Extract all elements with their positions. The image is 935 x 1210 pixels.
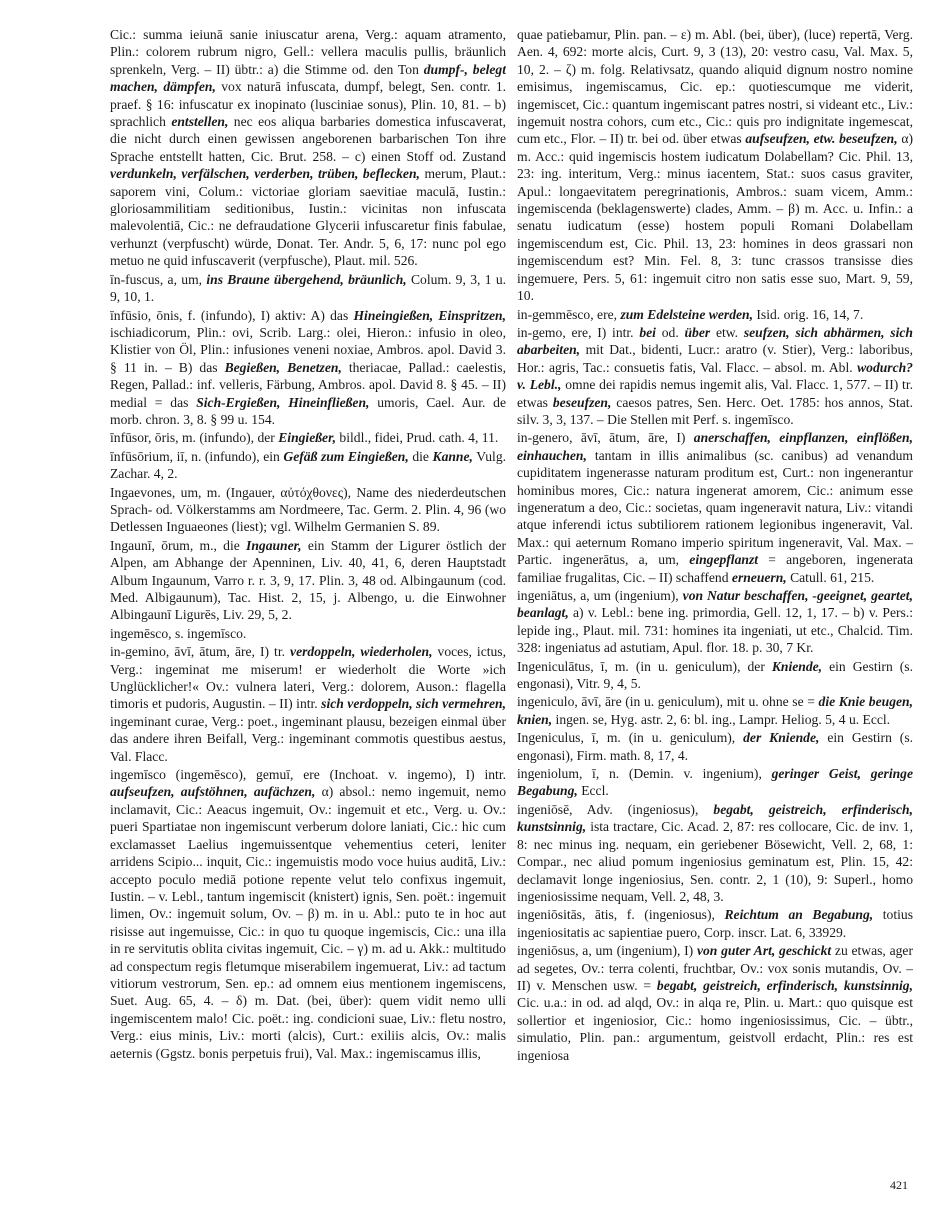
entry-text: v. (388, 767, 398, 783)
entry-text: geniculum), (668, 658, 748, 674)
entry-headword: ingeniolum (517, 766, 579, 782)
entry-text: Reichtum an Begabung, (724, 907, 874, 923)
entry-text: Sich-Ergießen, Hineinfließen, (196, 394, 370, 410)
entry-text: Gefäß zum Eingießen, (283, 448, 409, 464)
entry-text: Mart.: quo quisque est sollertior et ingeniosior, Cic.: homo ingeniosissimus, Cic. – (517, 995, 913, 1028)
entry-text: (luce) repertā, Verg. Aen. 4, 692: morte alcis, Curt. 9, 3 (13), 20: vestro casu, Val. Max. 5, 10, 2. – ζ) (517, 27, 913, 77)
entry-text: er wiederholt die Worte »ich Unglücklicher!« (110, 661, 506, 695)
entry-text: angeboren, (786, 552, 847, 568)
entry-text: , ōnis, f. (infundo), I) (147, 307, 276, 323)
entry-text: Ov.: pueri Spartiatae non ingemiscunt verberum dolore laniati, Cic.: hic cum exclamasset Laelius ingemuissentque vehementius ceteri, leniter arridens Scipio... inquit, Cic.: ingemuistis modo voce huius auditā, Liv.: accepto poculo mediā potione repente velut telo confixus ingemuit, Iustin. – (110, 801, 506, 904)
dictionary-entry (517, 429, 913, 586)
entry-text: , ī, m. (in (590, 658, 658, 674)
entry-text: 154. (247, 411, 276, 427)
entry-text: theriacae, Pallad.: caelestis, (341, 359, 506, 375)
entry-text: m. (804, 201, 819, 217)
entry-text: Albingaunum (399, 572, 475, 588)
entry-text: ins Braune übergehend, bräunlich, (206, 271, 407, 287)
entry-text: verdoppeln, wiederholen, (290, 644, 433, 660)
dictionary-entry (110, 643, 506, 765)
entry-text: ein (263, 448, 280, 464)
entry-headword: in-gemo (517, 324, 563, 340)
entry-text: merum, Plaut.: saporem vini, Colum.: victoriae gloriam saevitiae maculā, Iustin.: gloriosammilitiam seditionibus, Iustin.: vicinitas non infuscata malevolentiā, Cic.: ne defraudatione Glycerii infuscaretur finis fabulae, (110, 166, 506, 234)
entry-headword: ingeniōsitās (517, 907, 582, 923)
entry-text: u. (467, 801, 478, 817)
entry-text: schaffend (675, 569, 729, 585)
entry-text: der (257, 430, 275, 446)
entry-text: ingeminant curae, Verg.: (110, 713, 248, 729)
entry-text: Verg. – II) (166, 61, 235, 77)
left-column (110, 26, 506, 1186)
entry-text: (cod. Med. Albigaunum), Tac. Hist. 2, 15, (110, 572, 506, 605)
entry-text: u. (358, 906, 369, 922)
entry-text: Albengo, (340, 590, 405, 605)
entry-text: Die Stellen mit Perf. s. (607, 411, 731, 427)
entry-headword: Ingeniculus (517, 730, 581, 746)
entry-text: aktiv: (275, 307, 307, 323)
entry-text: ingenium), (692, 766, 772, 782)
entry-text: α) (897, 131, 913, 147)
entry-text: Cic. Brut. 258. – c) (245, 148, 372, 164)
entry-text: m. folg. Relativsatz, (581, 61, 695, 77)
entry-text: die Knie beugen, knien, (517, 694, 913, 727)
dictionary-entry (110, 625, 506, 642)
entry-text: (wo Detlessen Inguaeones (liest); vgl. Wilhelm Germanien S. 89. (110, 501, 506, 535)
entry-text: Abl. (825, 359, 858, 375)
entry-text: , āvī, ātum, āre, I) tr. (165, 644, 291, 660)
entry-text: Ambros. apol. David 8. § 45. – II) (315, 377, 506, 393)
entry-text: absol.: (339, 784, 376, 800)
entry-text: v. (868, 605, 879, 621)
dictionary-entry (517, 906, 913, 941)
entry-text: simulatio, Plin. pan.: argumentum, (517, 1030, 729, 1046)
entry-text: ingeminant commotis questibus aestus, Val. Flacc. (110, 731, 506, 764)
entry-text: Kniende, (771, 658, 823, 674)
entry-text: v. Lebl., (158, 888, 204, 904)
entry-text: ista tractare, Cic. Acad. 2, 87: res collocare, Cic. de inv. 1, 8: nec minus ing. nequam, (517, 819, 913, 852)
entry-text: = (758, 552, 787, 568)
entry-text (218, 360, 225, 375)
entry-headword: ingemēsco (110, 625, 169, 641)
entry-text: in (567, 995, 587, 1011)
entry-text: eingepflanzt (689, 552, 759, 568)
entry-text: Dat. (268, 993, 308, 1009)
entry-text: (knistert) (308, 888, 359, 904)
entry-text: Liv. 40, 41, 6, (315, 555, 411, 571)
entry-text: sich verdoppeln, sich vermehren, (321, 696, 506, 712)
entry-text: von Natur beschaffen, -geeignet, geartet, beanlagt, (517, 588, 913, 621)
entry-text: anerschaffen, einpflanzen, einflößen, einhauchen, (517, 430, 913, 463)
entry-text: Begießen, Benetzen, (224, 359, 342, 375)
entry-text: ing., Lampr. Heliog. 5, 4 (708, 711, 849, 727)
entry-text: Cic. (517, 995, 544, 1011)
entry-text: quem vidit nemo ulli ingemiscentem malo! Cic. poët.: ing. condicioni suae, Liv.: fletu nostro, Verg.: eius minis, Liv.: morti (alcis), Curt.: exiliis alcis, Ov.: malis aeternis (110, 993, 506, 1061)
entry-text: , ere, (590, 306, 621, 322)
entry-text: m. (517, 148, 531, 164)
entry-text: in (338, 906, 359, 922)
entry-text: bei (639, 324, 656, 340)
entry-text: α) (315, 784, 340, 800)
entry-headword: ingemīsco (110, 767, 166, 783)
dictionary-entry (517, 587, 913, 657)
entry-text: clades, Amm. – β) (690, 201, 805, 217)
entry-text: bräunlich sprenkeln, (110, 44, 506, 77)
entry-text: j. (333, 590, 341, 605)
entry-text: m. (695, 27, 709, 42)
entry-text: od. (379, 572, 397, 588)
right-column (517, 26, 913, 1186)
entry-text: ingenerata familiae frugalitas, Cic. – II) (517, 552, 913, 585)
entry-text: von guter Art, geschickt (696, 943, 832, 959)
entry-headword: īnfūsor (110, 430, 148, 446)
entry-text: ingen. se, Hyg. astr. 2, 6: (552, 711, 695, 727)
entry-text: ingemīsco. (730, 411, 794, 427)
entry-text: Pallad.: inf. velleris, (148, 377, 267, 393)
entry-text: Verg.: laboribus, Hor.: agris, Tac.: consuetis fatis, Val. Flacc. – (517, 342, 913, 375)
entry-text: u. (853, 201, 864, 217)
entry-text: wodurch? v. Lebl., (517, 359, 913, 393)
entry-text: Ov.: vox sonis mutandis, Ov. – II) (517, 960, 913, 993)
entry-text: begabt, geistreich, erfinderisch, kunstsinnig, (517, 801, 913, 835)
entry-headword: Ingeniculātus (517, 658, 591, 674)
entry-text: geniculum), (661, 730, 744, 746)
entry-text: Ov.: vulnera lateri, Verg.: dolorem, Auson.: flagella timoris et pudoris, Augustin. – II) intr. (110, 679, 506, 712)
entry-text: Infin.: a senatu iudicatum (esse) hostem populi Romani Dolabellam ingemiscendum est, Cic. Phil. 13, 23: homines in deos grassari non ingemiscendum est? Min. Fel. 8, 3: tunc crassos transisse dies ingemuere, Pers. 5, 61: ingemuit citro non satis esse suo, Mart. 9, 59, 10. (517, 201, 913, 304)
entry-text: mit (585, 342, 604, 358)
entry-text: , ōris, m. (infundo), (147, 430, 258, 446)
entry-text: tantam in illis animalibus (sc. canibus) ad venandum cupiditatem ingenerasse naturam proditum est, Curt.: non ingenerantur hominibus mores, Cic.: natura ingenerat amorem, Cic.: animum esse ingeneratum a deo, Cic.: societas, quam ingeneravit natura, Liv.: vitandi atque inferendi ictus subtiliorem rationem legionibus ingeneravit, Val. Max.: qui aeternum Romano imperio spiritum ingeneravit, Val. Max. – Partic. ingenerātus, a, um, (517, 447, 913, 568)
entry-text: das (330, 307, 349, 323)
entry-text: , āvī, ātum, āre, I) (569, 430, 694, 446)
entry-text: Pers.: (882, 605, 913, 621)
entry-text: engonasi), Firm. math. 8, 17, 4. (517, 747, 689, 763)
entry-text: u. die Einwohner (404, 590, 506, 605)
entry-text: ein geriebener Bösewicht, (678, 836, 826, 852)
entry-text: aufseufzen, aufstöhnen, aufächzen, (110, 784, 316, 800)
entry-text: ein Gestirn (s. (827, 730, 913, 746)
entry-text: Albingaunī Ligurēs (110, 607, 217, 623)
dictionary-entry (110, 26, 506, 270)
entry-text: u. (643, 694, 655, 710)
entry-text: v. Menschen usw. (536, 977, 638, 993)
entry-text: ignis, Sen. poët.: ingemuit limen, Ov.: ingemuit solum, Ov. – β) (110, 888, 506, 922)
dictionary-entry (110, 537, 506, 624)
entry-text: (v. Stier), (762, 342, 816, 358)
entry-text: , ātis, f. (ingeniosus), (581, 907, 725, 923)
entry-text: der (747, 658, 765, 674)
entry-text: Abl.: (372, 906, 401, 922)
entry-text: , Adv. (ingeniosus), (569, 801, 714, 817)
entry-text: quando aliquid dignum nostro nomine emisimus, ingemiscamus, Cic. ep.: quotiescumque me viderit, ingemiscet, Cic.: quantum ingemiscant patres nostri, si videant etc., Liv.: ingemuit nostra cohors, cum etc., Cic.: quis pro indignitate ingemescat, cum etc., Flor. – II) tr. (517, 61, 913, 147)
entry-text: (Ggstz. (155, 1045, 196, 1061)
dictionary-entry (517, 324, 913, 428)
entry-text: deren Hauptstadt (410, 555, 506, 571)
entry-text: (Ingauer, αὐτόχθονες), Name des niederdeutschen Sprach- od. Völkerstamms am Nordmeere, (110, 484, 506, 517)
entry-headword: Ingaunī (110, 537, 152, 553)
entry-text: bonis perpetuis frui), Val. Max.: ingemiscamus illis, (195, 1045, 481, 1061)
entry-text: einen Stoff od. Zustand (371, 148, 506, 164)
entry-text: Album Ingaunum (110, 572, 207, 588)
entry-text: dumpf, belegt, (344, 79, 426, 95)
entry-text: erneuern, (731, 569, 787, 585)
entry-text: Färbung, (266, 377, 315, 393)
entry-text: geniculum), (654, 694, 727, 710)
entry-text: puto te in hoc aut risisse aut ingemuisse, Cic.: in quo tu quoque ingemiscis, Cic.: una illa in re servitutis oblita civitas ingemuit, Cic. – γ) (110, 906, 506, 957)
entry-text: , a, um, (159, 271, 207, 287)
entry-text: caesos patres, Sen. Herc. Oet. 1785: hos annos, Stat. silv. 3, 3, 137. – (517, 394, 913, 427)
entry-text: quae patiebamur, Plin. pan. – ε) (517, 27, 695, 42)
entry-text: absol. m. (774, 359, 826, 375)
entry-text: geringer Geist, geringe Begabung, (517, 766, 913, 799)
entry-text: Regen, (110, 377, 149, 393)
entry-text: a) (262, 61, 284, 77)
entry-text: etw. (715, 324, 739, 340)
entry-headword: in-gemmēsco (517, 306, 591, 322)
entry-text: Eingießer, (278, 430, 337, 446)
entry-headword: ingeniculo (517, 694, 575, 710)
entry-text: Catull. 61, 215. (786, 569, 875, 585)
entry-text: medial = das (110, 394, 189, 410)
entry-text: ingeminant plausu, (277, 713, 390, 729)
dictionary-entry (110, 484, 506, 536)
entry-text: vox naturā infuscata, (215, 79, 345, 95)
entry-text: die (412, 448, 429, 464)
entry-text: das (199, 359, 218, 375)
entry-headword: ingeniōsus (517, 943, 576, 959)
entry-text: voces, ictus, Verg.: ingeminat me miserum! (110, 644, 506, 677)
entry-text: bei od. über etwas (641, 131, 742, 147)
entry-text: multitudo ad conspectum regis fletumque miserabilem ingemuerat, Liv.: ad tactum vitiorum vestrorum, Sen. ep.: ad omnem eius mentionem ingemiscens, Suet. Aug. 65, 4. – δ) (110, 941, 506, 1009)
entry-text: bildl., (339, 430, 372, 446)
entry-text: omne dei rapidis nemus ingemit alis, Val. Flacc. 1, 577. – II) tr. (561, 377, 913, 393)
entry-text: Klistier von Öl, (110, 342, 197, 358)
entry-text: etwas (517, 394, 548, 410)
entry-text: ischiadicorum, Plin.: ovi, Scrib. Larg.: olei, Hieron.: infusio in oleo, (110, 324, 506, 340)
dictionary-entry (517, 306, 913, 323)
entry-text: v. (587, 605, 598, 621)
entry-text: Eccl. (859, 711, 891, 727)
entry-text: Vell. 2, 68, 1: Compar., nec aliud pomum ingeniosius geminatum est, Plin. 15, 42: declamavit longe ingeniosius, Sen. contr. 2, 1 (10), 9: Superl., homo ingeniosissime nequam, Vell. 2, 48, 3. (517, 836, 913, 904)
entry-text: u. (657, 658, 669, 674)
entry-text: , āvī, āre (in (574, 694, 644, 710)
entry-text: Akk.: (418, 941, 450, 957)
entry-text: poet., (247, 713, 278, 729)
dictionary-entry (517, 729, 913, 764)
dictionary-entry (110, 271, 506, 306)
entry-text: zu etwas, (834, 943, 886, 959)
entry-text: verdunkeln, verfälschen, verderben, trüben, beflecken, (110, 166, 420, 182)
entry-text: , Varro r. r. 3, 9, 17. Plin. 3, 48 (206, 572, 380, 588)
entry-text: ager ad segetes, Ov.: terra colenti, (517, 943, 913, 976)
dictionary-entry (110, 429, 506, 446)
entry-text: , ōrum, m., (151, 537, 224, 553)
entry-text: engonasi), Vitr. 9, 4, 5. (517, 676, 641, 692)
entry-text: u. (405, 941, 416, 957)
entry-text: dumpf-, belegt machen, dämpfen, (110, 61, 506, 95)
entry-text: Plaut. mil. 526. (330, 253, 418, 269)
entry-text: sprachlich (110, 114, 166, 130)
dictionary-entry (517, 765, 913, 800)
entry-text: ingemīsco. (183, 625, 247, 641)
entry-text: bezeigen einmal über das andere ihren Beifall, Verg.: (110, 713, 506, 747)
entry-text: , ī, m. (in (580, 730, 652, 746)
entry-text: Plin.: infusiones veneni noxiae, Ambros. apol. David 3. § 11 in. – B) (110, 342, 506, 375)
entry-text: , ere, I) intr. (562, 324, 640, 340)
entry-text: 9, 10, 1. (110, 289, 155, 305)
entry-text: a) (568, 605, 588, 621)
page-number: 421 (890, 1178, 908, 1192)
entry-text: A) (306, 307, 331, 323)
entry-text: Tac. Germ. 2. Plin. 4, 96 (343, 501, 485, 517)
entry-text: nemo ingemuit, nemo inclamavit, Cic.: Aeacus ingemuit, Ov.: ingemuit et etc., Verg. (110, 784, 506, 817)
entry-headword: ingeniātus (517, 588, 573, 603)
entry-text: mit u. ohne (726, 694, 789, 710)
entry-text: geistvoll erdacht, (728, 1030, 828, 1046)
entry-text: Acc.: quid ingemiscis hostem iudicatum Dolabellam? Cic. Phil. 13, 23: ing. interitum, Verg.: minus iacentem, Stat.: suos casus graviter, Apul.: longaevitatem peregrinationis, Ambros.: suam vicem, Amm.: ingemiscenda (517, 148, 913, 217)
entry-text: übtr.: (234, 61, 263, 77)
entry-text: lepide ing., Plaut. mil. 731: homines ita ingeniati, ut etc., Chalcid. Tim. 328: ingeniatus ad astutiam, Apul. flor. 18. p. 30, 7 Kr. (517, 622, 913, 656)
entry-text: od. (661, 324, 679, 340)
entry-text: bl. (694, 711, 709, 727)
entry-text: u. (237, 411, 248, 427)
entry-text: tantum ingemiscit (203, 888, 309, 904)
entry-text: m. (324, 906, 339, 922)
entry-text: Isid. orig. 16, 14, 7. (752, 306, 864, 322)
entry-text: od. (586, 995, 604, 1011)
entry-text: m. (371, 941, 386, 957)
dictionary-entry (517, 693, 913, 728)
entry-text: v. (683, 766, 693, 782)
entry-text: die (223, 537, 240, 553)
entry-text: beseufzen, (552, 394, 612, 410)
dictionary-entry (110, 766, 506, 1062)
entry-text: , iī, n. (infundo), (169, 448, 264, 464)
entry-text: , um, m. (171, 484, 227, 500)
dictionary-entry (517, 942, 913, 1064)
entry-text: fidei, Prud. cath. 4, 11. (371, 430, 499, 446)
dictionary-entry (110, 448, 506, 483)
entry-text: verhunzt (verpfuscht) würde, (110, 235, 272, 251)
entry-text: Sen. contr. 1. praef. § 16: infuscatur ex inopinato (lusciniae sonus), Plin. 10, 81. – b) (110, 79, 506, 112)
dictionary-entry (517, 658, 913, 693)
entry-text: zum Edelsteine werden, (620, 306, 753, 322)
dictionary-entry (110, 307, 506, 429)
entry-text: = (637, 977, 657, 993)
dictionary-entry (517, 801, 913, 905)
entry-text: ad alqd, Ov.: in alqa re, Plin. (603, 995, 774, 1011)
entry-text: bene ing. primordia, Gell. 12, 1, 17. – b) (633, 605, 869, 621)
entry-text: die Stimme od. den Ton (283, 61, 419, 77)
entry-headword: ingeniōsē (517, 801, 570, 817)
entry-text: (ingemēsco), gemuī, ere (Inchoat. (165, 767, 389, 783)
entry-text: ingemo), I) intr. (397, 767, 506, 783)
entry-headword: Ingaevones (110, 484, 172, 500)
entry-text: nec eos aliqua barbaries domestica infuscaverat, (228, 114, 506, 130)
entry-text: übtr., (885, 1012, 913, 1028)
entry-text: , a, um (ingenium), I) (575, 943, 697, 959)
entry-headword: in-gemino (110, 644, 166, 660)
entry-text: entstellen, (171, 114, 229, 130)
entry-text: Vulg. Zachar. 4, 2. (110, 448, 506, 482)
entry-text: , ī, n. (Demin. (578, 766, 684, 782)
entry-text: Kanne, (432, 448, 473, 464)
entry-text: Dat., bidenti, Lucr.: aratro (603, 342, 763, 358)
entry-text: ein Stamm der Ligurer östlich der Alpen, am Abhange der Apenninen, (110, 537, 506, 571)
entry-text: totius ingeniositatis ac sapientiae puero, Corp. inscr. Lat. 6, 33929. (517, 907, 913, 940)
entry-text: (bei, über), (739, 27, 801, 42)
entry-text: fruchtbar, (683, 960, 736, 976)
entry-text: ein Gestirn (s. (829, 658, 913, 674)
entry-text: Colum. 9, 3, 1 (406, 271, 496, 287)
entry-text (765, 659, 772, 674)
entry-headword: īnfūsōrium (110, 448, 170, 464)
entry-text: s. (174, 625, 184, 641)
entry-text: begabt, geistreich, erfinderisch, kunstsinnig, (656, 977, 913, 993)
entry-text: seufzen, sich abhärmen, sich abarbeiten, (517, 324, 913, 358)
entry-text: aufseufzen, etw. beseufzen, (745, 131, 898, 147)
entry-text: , a, um (ingenium), (572, 588, 683, 603)
entry-text: ad (385, 941, 406, 957)
entry-text: u.a.: (543, 995, 568, 1011)
entry-text: umoris, Cael. Aur. de morb. chron. 3, 8. § 99 (110, 394, 506, 427)
entry-text: u. (495, 271, 506, 287)
entry-text: Hineingießen, Einspritzen, (353, 307, 506, 323)
entry-headword: in-genero (517, 430, 570, 446)
entry-text: Abl. (708, 27, 740, 42)
entry-text: der Kniende, (743, 730, 820, 746)
entry-text: m. (254, 993, 269, 1009)
entry-text: (bei, über): (307, 993, 372, 1009)
entry-text: Lebl.: (601, 605, 634, 621)
entry-text: , Liv. 29, 5, 2. (216, 607, 292, 623)
entry-text: , (168, 625, 175, 641)
entry-text: Plin.: res est ingeniosa (517, 1030, 913, 1063)
entry-text: Eccl. (577, 783, 609, 799)
entry-text: über (684, 324, 711, 340)
entry-text: u. (773, 995, 784, 1011)
entry-text: Cic.: summa ieiunā sanie iniuscatur arena, Verg.: aquam atramento, Plin.: colorem rubrum nigro, Gell.: vellera maculis pullis, (110, 27, 506, 60)
entry-text: Acc. (818, 201, 854, 217)
entry-text: u. (651, 730, 662, 746)
entry-text: u. (848, 711, 860, 727)
dictionary-entry (517, 26, 913, 305)
entry-headword: īn-fuscus (110, 271, 160, 287)
entry-text: (verpfusche), (258, 253, 331, 269)
entry-text: (beklagenswerte) (596, 201, 691, 217)
entry-headword: īnfūsio (110, 307, 148, 323)
entry-text: die nicht durch einen gewissen angeborenen barbarischen Ton ihre Sprache entstellt hatten, (110, 131, 506, 164)
entry-text: se = (788, 694, 819, 710)
entry-text: Ingauner, (246, 537, 302, 553)
entry-text: Donat. Ter. Andr. 5, 6, 17: nunc pol ego metuo ne quid infuscaverit (110, 235, 506, 269)
